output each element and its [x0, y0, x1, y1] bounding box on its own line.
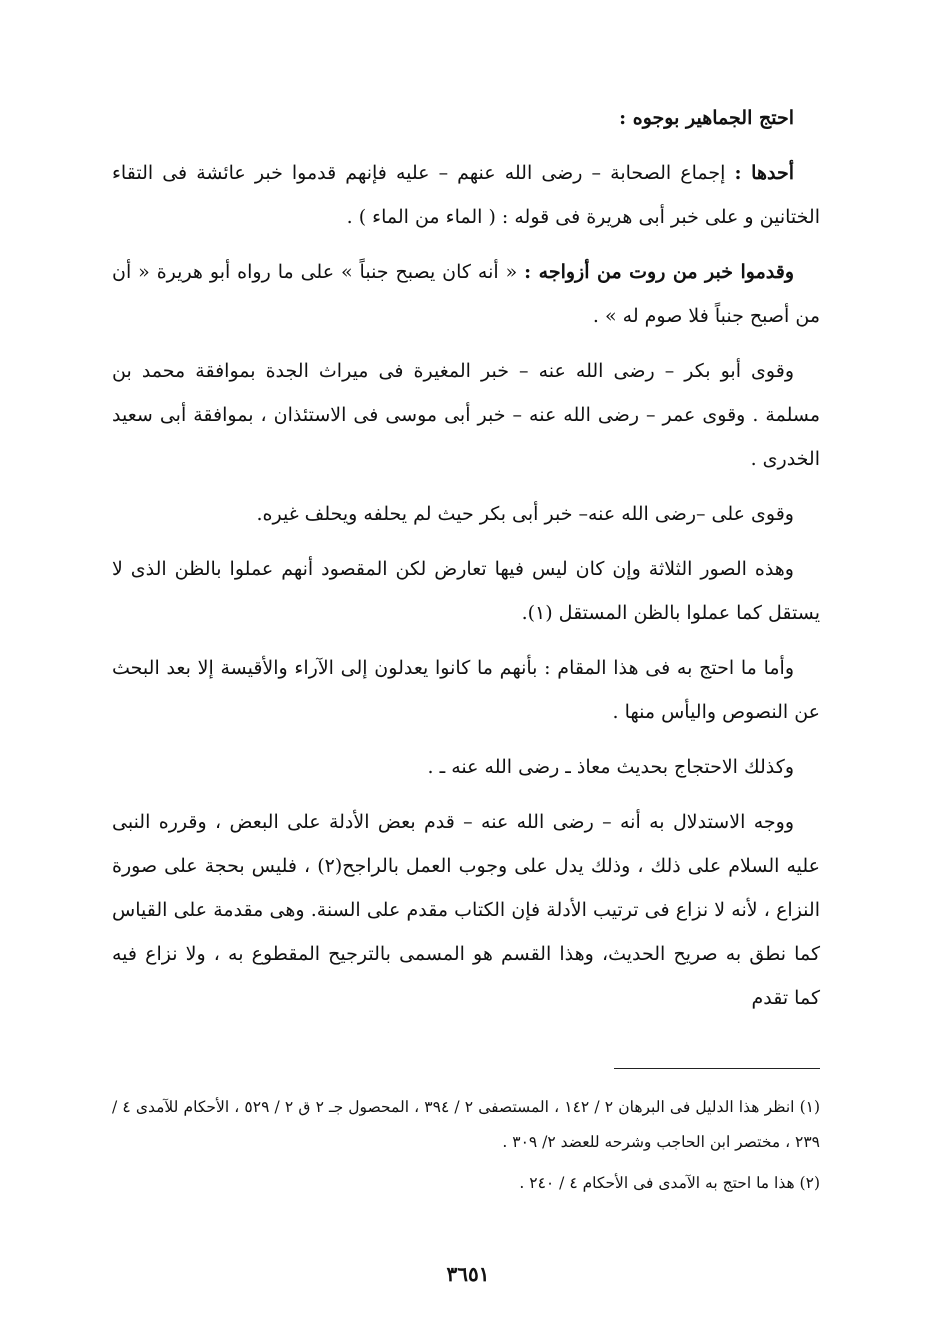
- paragraph-lead: أحدها :: [734, 162, 794, 184]
- main-text: [112, 96, 820, 1031]
- paragraph-text: « أنه كان يصبح جنباً » على ما رواه أبو هريرة « أن من أصبح جنباً فلا صوم له » .: [112, 261, 820, 327]
- paragraph-text: وهذه الصور الثلاثة وإن كان ليس فيها تعارض لكن المقصود أنهم عملوا بالظن الذى لا يستقل كما عملوا بالظن المستقل (١).: [112, 558, 820, 624]
- paragraph-text: وأما ما احتج به فى هذا المقام : بأنهم ما كانوا يعدلون إلى الآراء والأقيسة إلا بعد البحث عن النصوص واليأس منها .: [112, 657, 820, 723]
- footnotes: [112, 1090, 820, 1207]
- paragraph-text: وكذلك الاحتجاج بحديث معاذ ـ رضى الله عنه ـ .: [427, 756, 794, 778]
- paragraph-2: [112, 250, 820, 338]
- paragraph-4: [112, 492, 820, 536]
- paragraph-8: [112, 800, 820, 1020]
- page-number: ٣٦٥١: [446, 1262, 490, 1286]
- paragraph-6: [112, 646, 820, 734]
- paragraph-text: وقوى أبو بكر – رضى الله عنه – خبر المغيرة فى ميراث الجدة بموافقة محمد بن مسلمة . وقوى عمر – رضى الله عنه – خبر أبى موسى فى الاستئذان ، بموافقة أبى سعيد الخدرى .: [112, 360, 820, 470]
- footnote-2: (٢) هذا ما احتج به الآمدى فى الأحكام ٤ / ٢٤٠ .: [519, 1174, 820, 1192]
- paragraph-3: [112, 349, 820, 481]
- paragraph-5: [112, 547, 820, 635]
- paragraph-1: [112, 151, 820, 239]
- paragraph-lead: وقدموا خبر من روت من أزواجه :: [524, 261, 794, 283]
- footnote-1: (١) انظر هذا الدليل فى البرهان ٢ / ١٤٢ ، المستصفى ٢ / ٣٩٤ ، المحصول جـ ٢ ق ٢ / ٥٢٩ ، الأحكام للآمدى ٤ / ٢٣٩ ، مختصر ابن الحاجب وشرحه للعضد ٢/ ٣٠٩ .: [112, 1098, 821, 1151]
- section-heading: احتج الجماهير بوجوه :: [619, 107, 794, 129]
- paragraph-text: ووجه الاستدلال به أنه – رضى الله عنه – قدم بعض الأدلة على البعض ، وقرره النبى عليه السلام على ذلك ، وذلك يدل على وجوب العمل بالراجح(٢) ، فليس بحجة على صورة النزاع ، لأنه لا نزاع فى ترتيب الأدلة فإن الكتاب مقدم على السنة. وهى مقدمة على القياس كما نطق به صريح الحديث، وهذا القسم هو المسمى بالترجيح المقطوع به ، ولا نزاع فيه كما تقدم: [112, 811, 821, 1009]
- paragraph-7: [112, 745, 820, 789]
- paragraph-text: إجماع الصحابة – رضى الله عنهم – عليه فإنهم قدموا خبر عائشة فى التقاء الختانين و على خبر أبى هريرة فى قوله : ( الماء من الماء ) .: [112, 162, 820, 228]
- footnote-separator: [614, 1068, 820, 1069]
- paragraph-text: وقوى على –رضى الله عنه– خبر أبى بكر حيث لم يحلفه ويحلف غيره.: [256, 503, 794, 525]
